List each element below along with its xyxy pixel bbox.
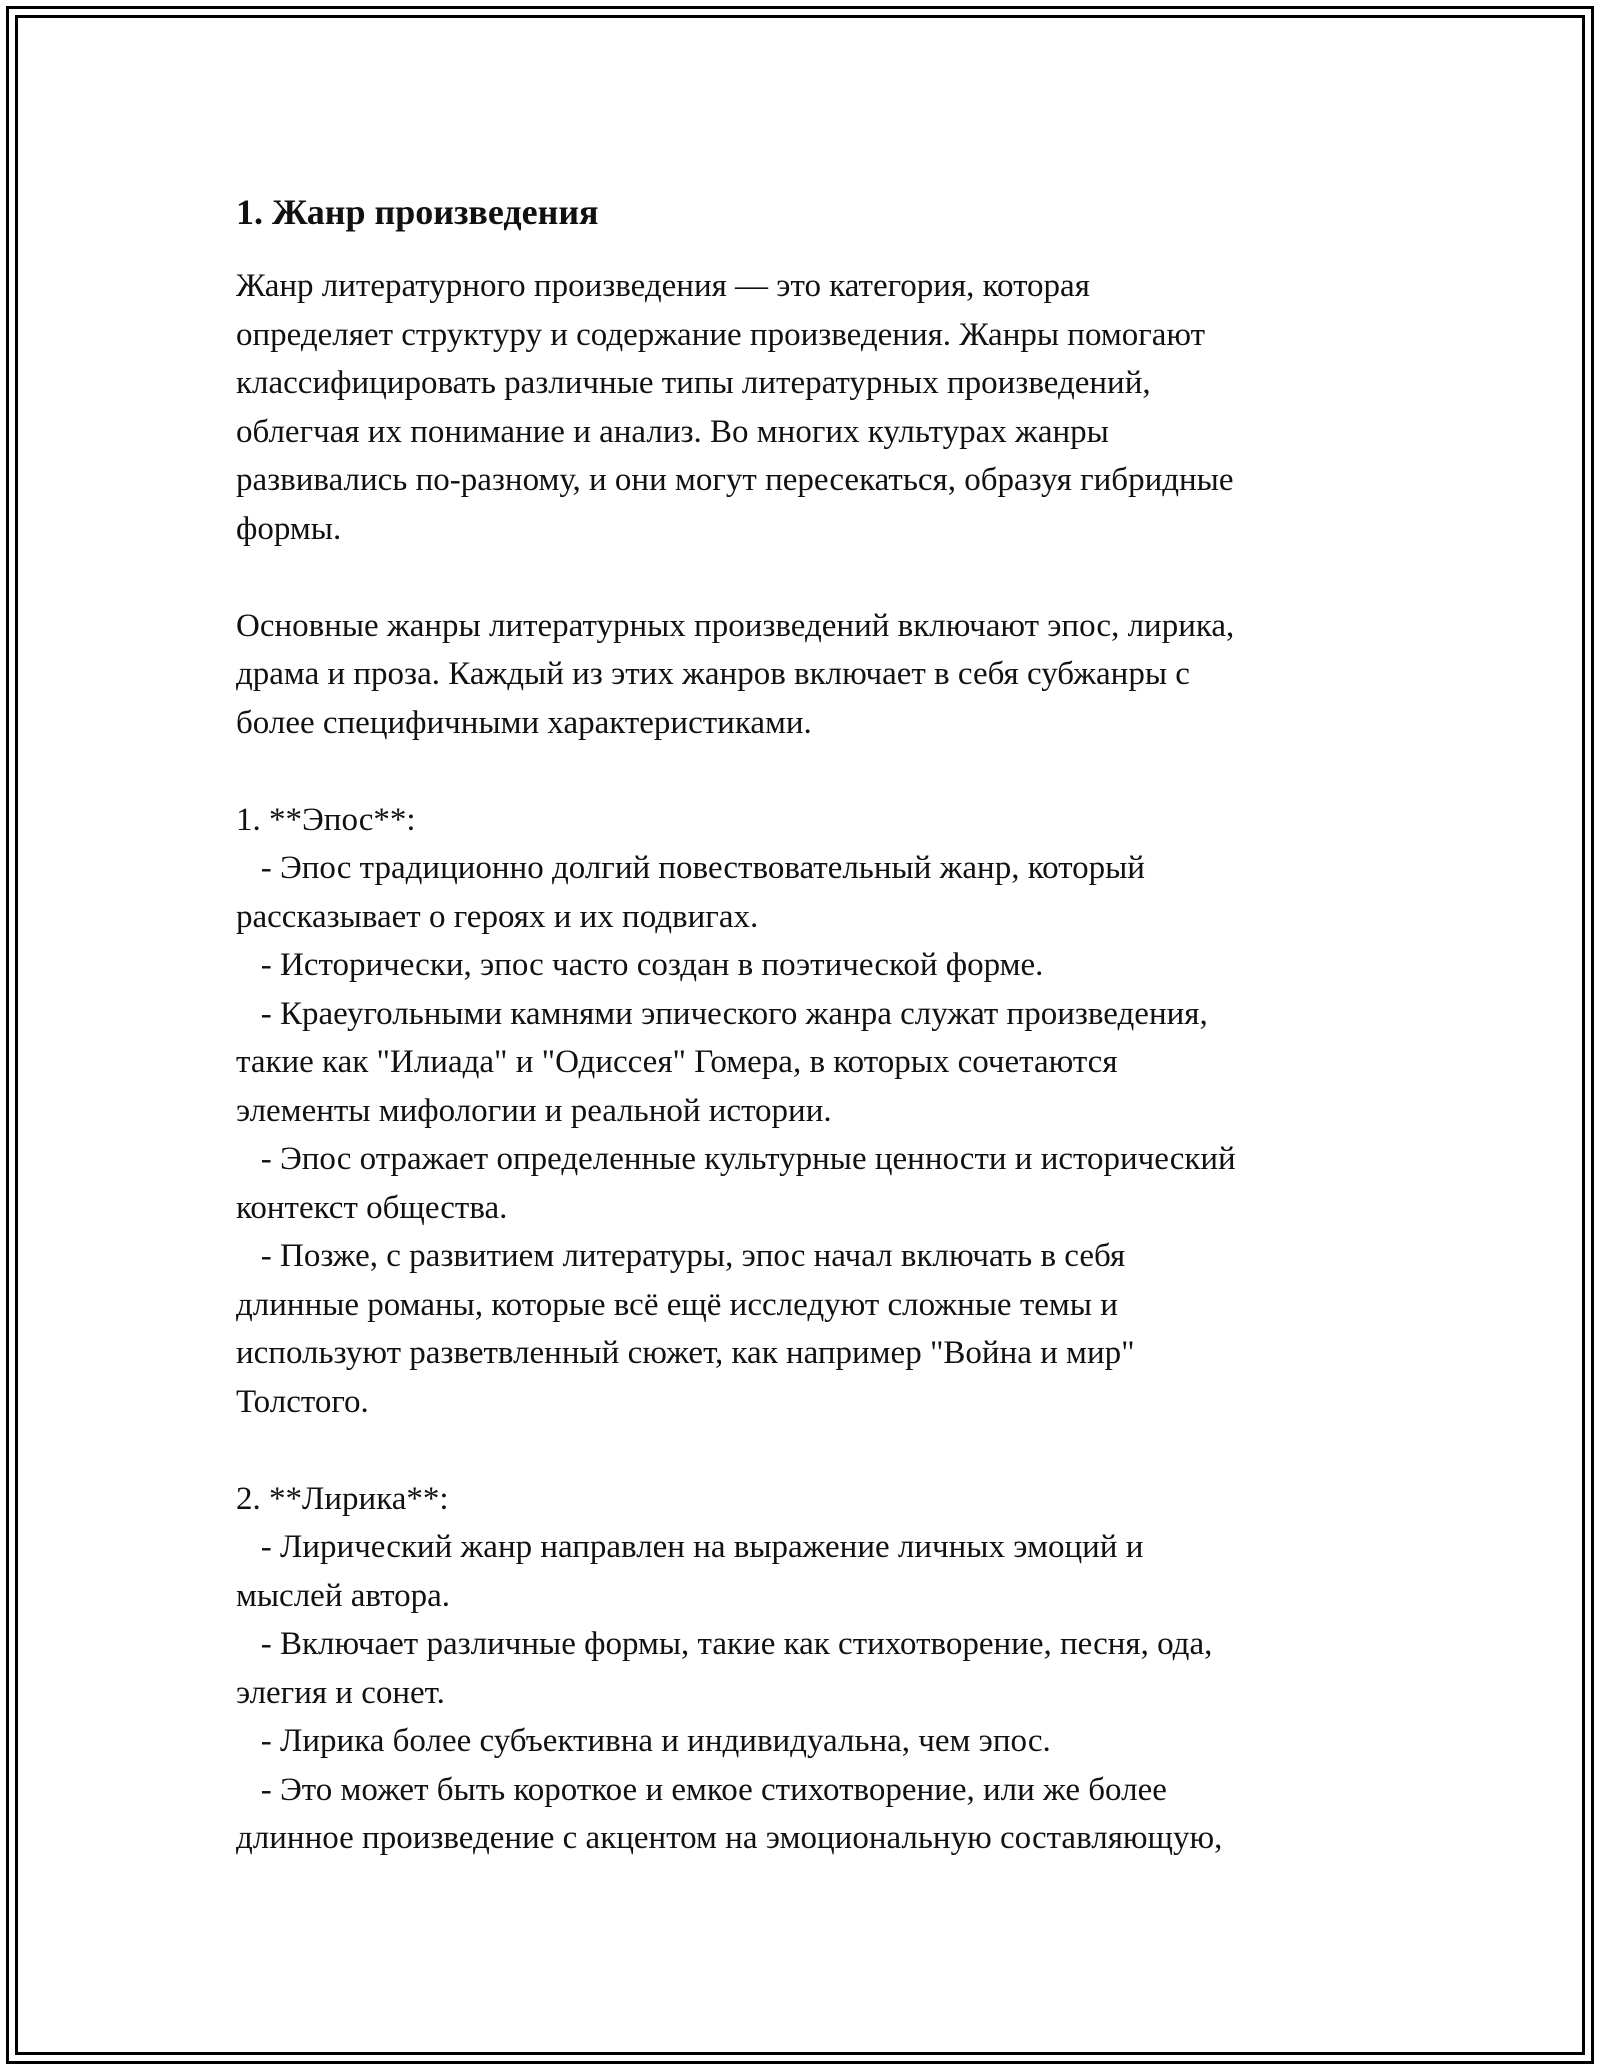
paragraph-spacer: [236, 747, 1366, 796]
list-bullet: - Лирика более субъективна и индивидуальна, чем эпос.: [236, 1723, 1051, 1759]
list-item-title: 2. **Лирика**:: [236, 1480, 449, 1517]
list-bullet: - Краеугольными камнями эпического жанра служат произведения, такие как "Илиада" и "Одиссея" Гомера, в которых сочетаются элементы мифологии и реальной истории.: [236, 995, 1208, 1129]
list-bullet: - Включает различные формы, такие как стихотворение, песня, ода, элегия и сонет.: [236, 1626, 1213, 1711]
list-bullet: - Эпос отражает определенные культурные ценности и исторический контекст общества.: [236, 1141, 1236, 1226]
intro-paragraph: Жанр литературного произведения — это категория, которая определяет структуру и содержание произведения. Жанры помогают классифицировать различные типы литературных произведений, облегчая их понимание и анализ. Во многих культурах жанры развивались по-разному, и они могут пересекаться, образуя гибридные формы.: [236, 268, 1234, 547]
list-bullet: - Это может быть короткое и емкое стихотворение, или же более длинное произведение с акцентом на эмоциональную составляющую,: [236, 1771, 1223, 1856]
list-bullet: - Лирический жанр направлен на выражение личных эмоций и мыслей автора.: [236, 1529, 1144, 1614]
list-bullet: - Позже, с развитием литературы, эпос начал включать в себя длинные романы, которые всё ещё исследуют сложные темы и используют разветвленный сюжет, как например "Война и мир" Толстого.: [236, 1238, 1135, 1420]
genres-paragraph: Основные жанры литературных произведений включают эпос, лирика, драма и проза. Каждый из этих жанров включает в себя субжанры с более специфичными характеристиками.: [236, 607, 1235, 741]
genre-list-item-epic: [236, 796, 1366, 1427]
paragraph-spacer: [236, 1426, 1366, 1475]
genre-list-item-lyric: [236, 1475, 1366, 1863]
list-bullet: - Эпос традиционно долгий повествовательный жанр, который рассказывает о героях и их подвигах.: [236, 850, 1145, 935]
paragraph-spacer: [236, 553, 1366, 602]
section-heading: 1. Жанр произведения: [236, 192, 599, 232]
list-item-title: 1. **Эпос**:: [236, 801, 416, 838]
document-body: [236, 188, 1366, 1863]
list-bullet: - Исторически, эпос часто создан в поэтической форме.: [236, 947, 1044, 983]
